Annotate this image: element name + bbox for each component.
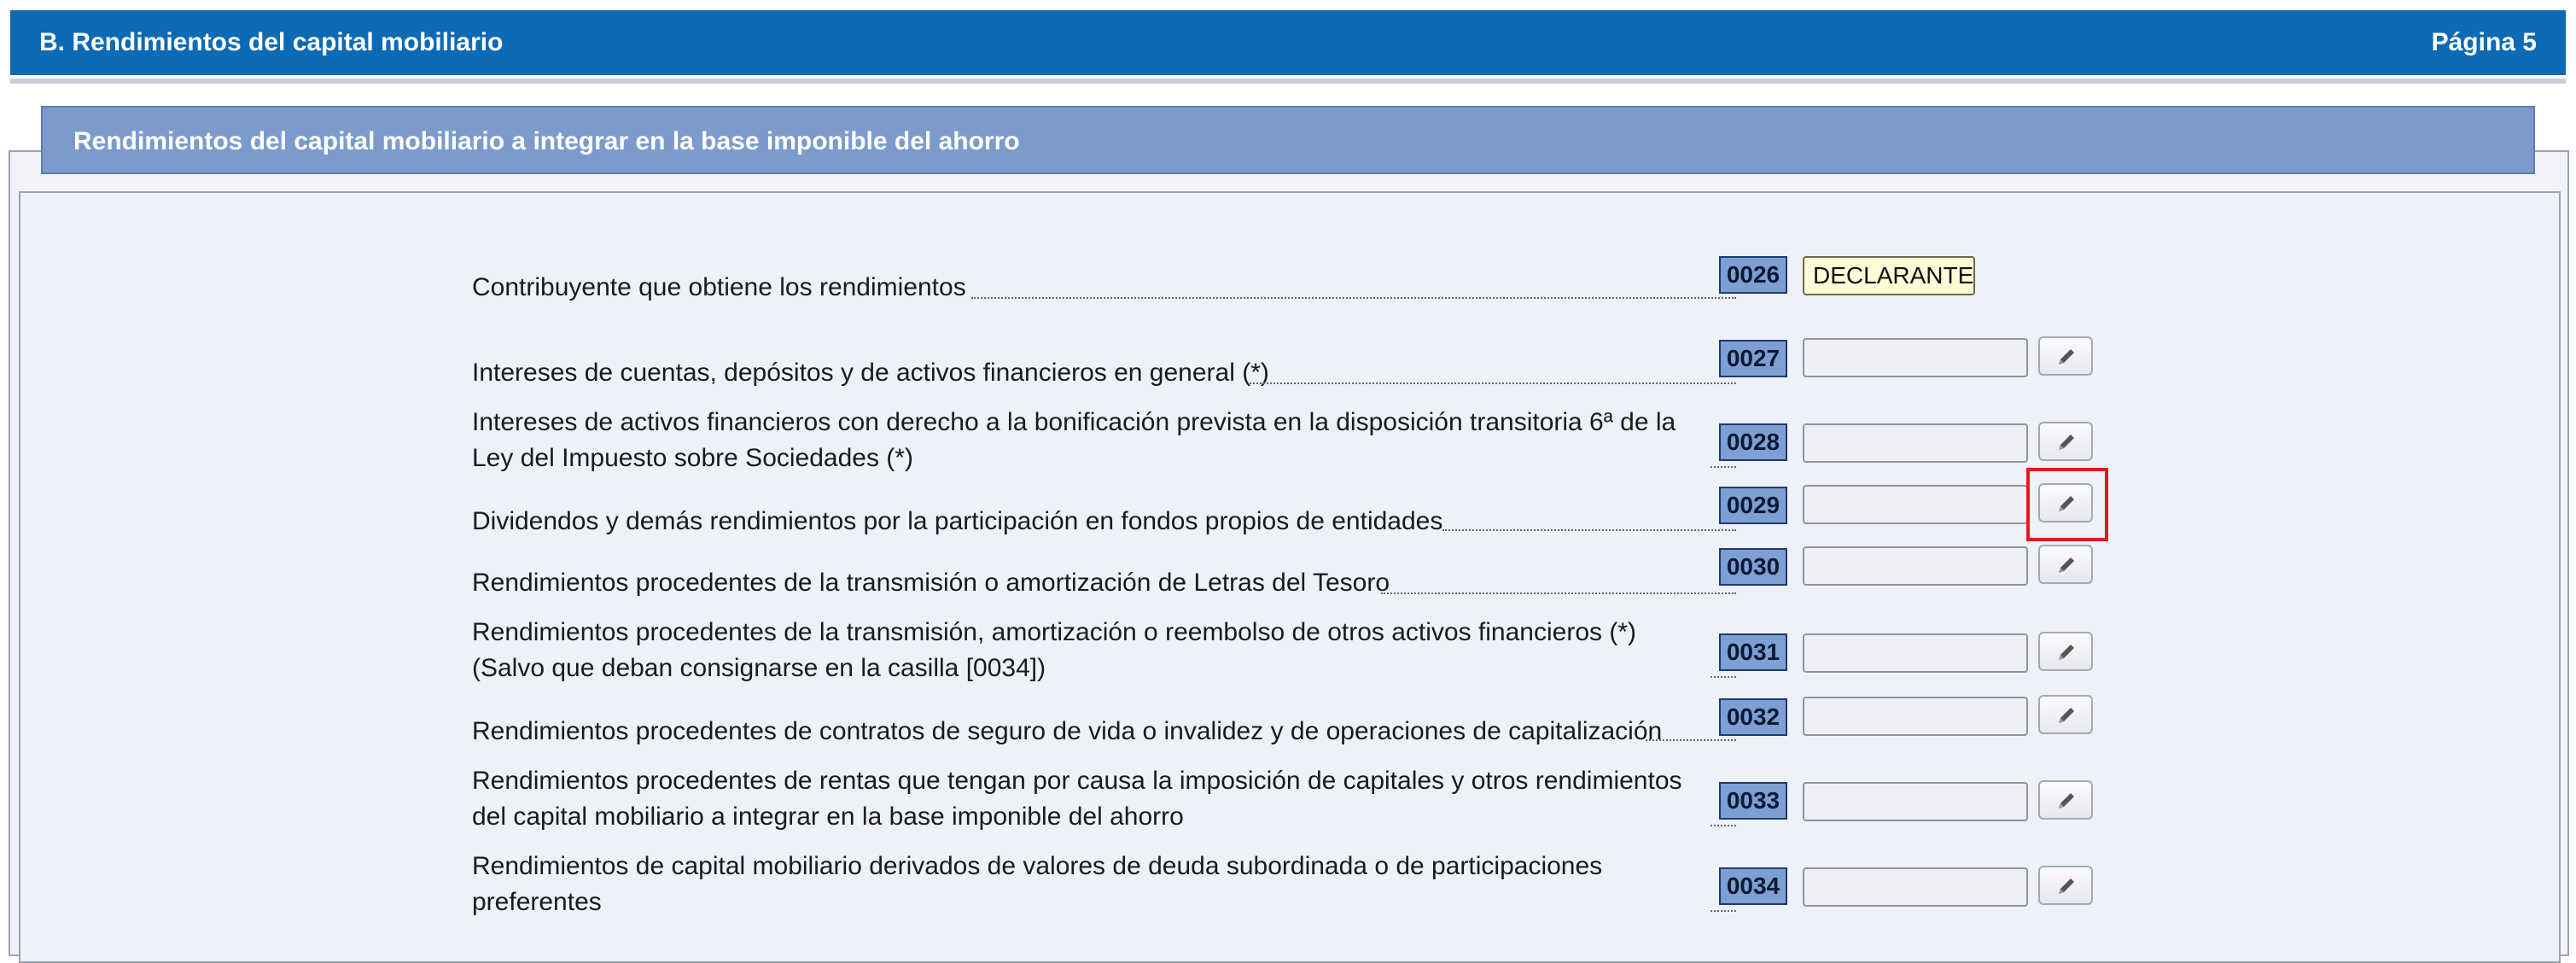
edit-button-0033[interactable] <box>2038 780 2093 820</box>
edit-button-0028[interactable] <box>2038 422 2093 461</box>
leader-dots <box>971 297 1736 299</box>
row-label: Rendimientos de capital mobiliario derivados de valores de deuda subordinada o de participaciones preferentes <box>472 852 1603 916</box>
amount-input-0033[interactable] <box>1803 782 2028 821</box>
edit-button-0032[interactable] <box>2038 695 2093 734</box>
row-label: Dividendos y demás rendimientos por la participación en fondos propios de entidades <box>472 507 1443 535</box>
edit-button-0034[interactable] <box>2038 866 2093 905</box>
amount-input-0034[interactable] <box>1803 867 2028 907</box>
leader-dots <box>1711 825 1736 826</box>
row-label: Intereses de activos financieros con derecho a la bonificación prevista en la disposición transitoria 6ª de la Ley del Impuesto sobre Sociedades (*) <box>472 408 1676 472</box>
row-label: Rendimientos procedentes de rentas que tengan por causa la imposición de capitales y otros rendimientos del capital mobiliario a integrar en la base imponible del ahorro <box>472 767 1682 831</box>
amount-input-0027[interactable] <box>1803 338 2028 377</box>
box-code: 0033 <box>1719 782 1787 820</box>
leader-dots <box>1250 382 1736 384</box>
pencil-icon <box>2055 554 2078 576</box>
pencil-icon <box>2055 641 2078 663</box>
row-label: Rendimientos procedentes de la transmisión o amortización de Letras del Tesoro <box>472 569 1390 597</box>
box-code: 0029 <box>1719 487 1787 524</box>
box-code: 0027 <box>1719 340 1787 377</box>
box-code: 0030 <box>1719 548 1787 586</box>
edit-button-0031[interactable] <box>2038 632 2093 671</box>
row-label: Rendimientos procedentes de contratos de seguro de vida o invalidez y de operaciones de capitalización <box>472 717 1663 745</box>
box-code: 0031 <box>1719 633 1787 671</box>
row-label: Intereses de cuentas, depósitos y de activos financieros en general (*) <box>472 359 1269 387</box>
leader-dots <box>1711 466 1736 468</box>
amount-input-0032[interactable] <box>1803 697 2028 736</box>
pencil-icon <box>2055 346 2078 368</box>
box-code: 0028 <box>1719 423 1787 461</box>
header-bar <box>10 10 2566 75</box>
leader-dots <box>1711 676 1736 678</box>
pencil-icon <box>2055 875 2078 897</box>
amount-input-0030[interactable] <box>1803 546 2028 586</box>
amount-input-0028[interactable] <box>1803 423 2028 463</box>
contribuyente-field[interactable]: DECLARANTE <box>1803 256 1975 295</box>
section-title: Rendimientos del capital mobiliario a integrar en la base imponible del ahorro <box>73 127 1020 155</box>
header-divider <box>10 79 2566 84</box>
box-code: 0032 <box>1719 698 1787 736</box>
row-label: Contribuyente que obtiene los rendimientos <box>472 273 966 301</box>
box-code: 0034 <box>1719 867 1787 905</box>
highlight-box <box>2026 468 2108 541</box>
pencil-icon <box>2055 704 2078 727</box>
page-title: B. Rendimientos del capital mobiliario <box>39 28 504 56</box>
leader-dots <box>1442 529 1736 531</box>
leader-dots <box>1381 592 1736 594</box>
pencil-icon <box>2055 431 2078 453</box>
box-code: 0026 <box>1719 256 1787 294</box>
row-label: Rendimientos procedentes de la transmisión, amortización o reembolso de otros activos financieros (*) (Salvo que deban consignarse en la casilla [0034]) <box>472 618 1636 682</box>
page-number: Página 5 <box>2431 28 2537 56</box>
leader-dots <box>1646 739 1736 741</box>
edit-button-0027[interactable] <box>2038 336 2093 376</box>
pencil-icon <box>2055 790 2078 812</box>
amount-input-0029[interactable] <box>1803 485 2028 524</box>
section-header <box>41 106 2535 174</box>
amount-input-0031[interactable] <box>1803 633 2028 673</box>
leader-dots <box>1711 910 1736 912</box>
edit-button-0030[interactable] <box>2038 545 2093 584</box>
